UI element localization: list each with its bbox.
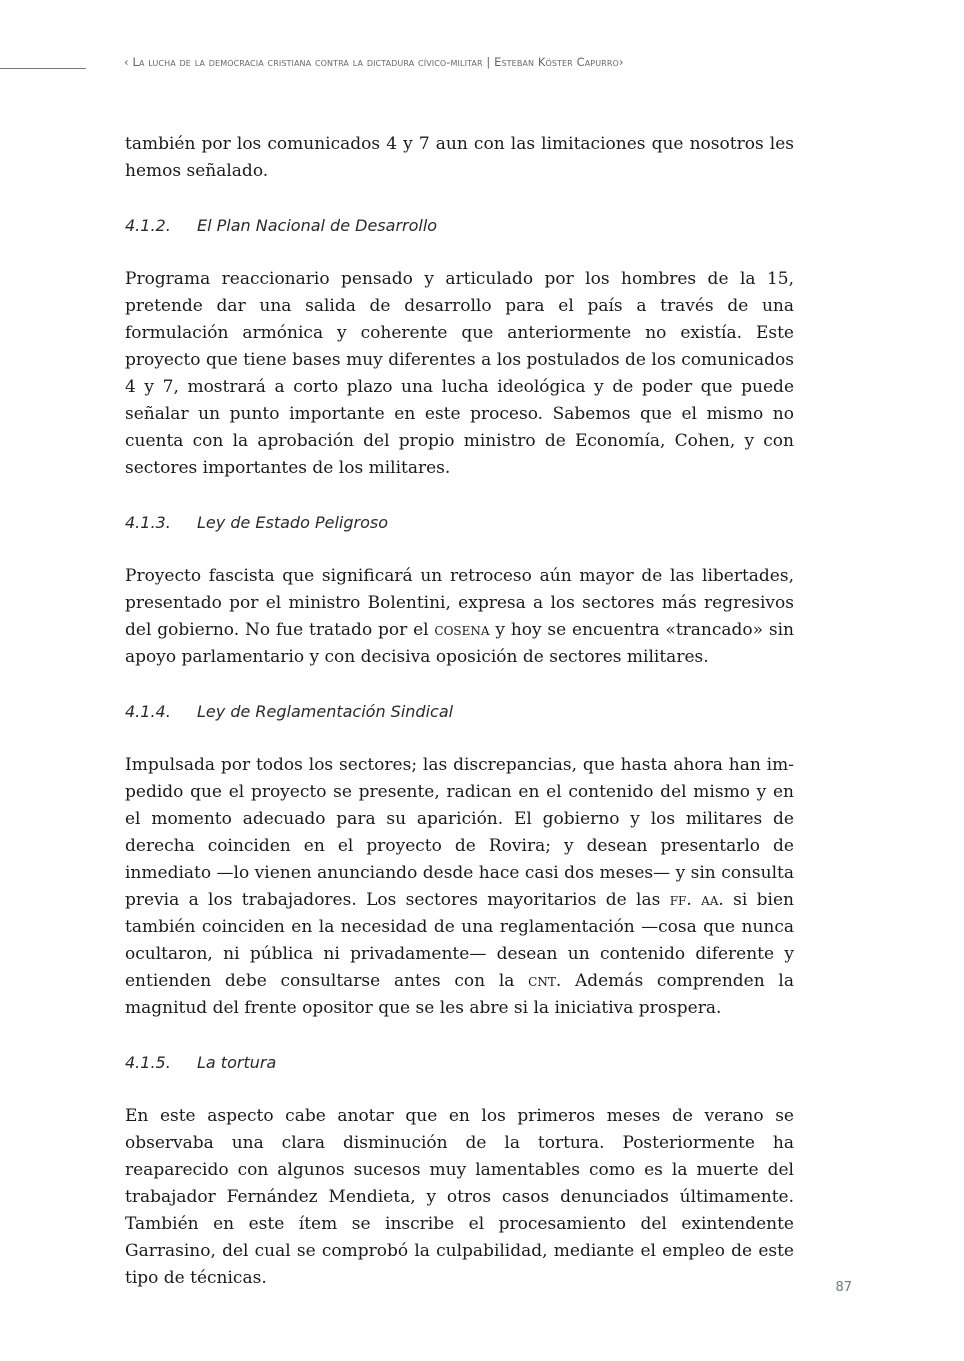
acronym-ffaa: ff. aa. — [669, 890, 724, 910]
text-run: y hoy se encuentra «trancado» sin apoyo parlamentario y con decisiva oposición de sectores militares. — [125, 620, 794, 667]
section-title: Ley de Reglamentación Sindical — [197, 702, 454, 721]
section-number: 4.1.5. — [125, 1053, 171, 1072]
acronym-cosena: cosena — [434, 620, 490, 640]
text-run: si bien también coinciden en la necesidad de una reglamentación —cosa que nunca ocultaron, ni pública ni privadamente— desean un contenido diferente y entienden debe consultarse antes con la — [125, 890, 794, 991]
section-title: Ley de Estado Peligroso — [197, 513, 388, 532]
section-heading-sindical — [125, 698, 794, 725]
text-run: . Además comprenden la magnitud del frente opositor que se les abre si la iniciativa prospera. — [125, 971, 794, 1018]
paragraph-plan: Programa reaccionario pensado y articulado por los hombres de la 15, pretende dar una salida de desarrollo para el país a través de una formulación armónica y coherente que anteriormente no existía. Este proyecto que tiene bases muy diferentes a los postulados de los comunicados 4 y 7, mostrará a corto plazo una lucha ideológica y de poder que puede señalar un punto importante en este proceso. Sabemos que el mismo no cuenta con la aprobación del propio ministro de Economía, Cohen, y con sectores importantes de los militares. — [125, 269, 794, 478]
section-title: La tortura — [197, 1053, 277, 1072]
section-title: El Plan Nacional de Desarrollo — [197, 216, 438, 235]
page-body — [125, 131, 794, 1292]
section-heading-estado — [125, 509, 794, 536]
acronym-cnt: cnt — [528, 971, 556, 991]
text-run: Proyecto fascista que significará un retroceso aún mayor de las libertades, presentado por el ministro Bolentini, expresa a los sectores más regresivos del gobierno. No fue tratado por el — [125, 566, 794, 640]
running-header — [124, 55, 804, 69]
section-number: 4.1.3. — [125, 513, 171, 532]
page-number: 87 — [835, 1280, 852, 1295]
section-number: 4.1.4. — [125, 702, 171, 721]
header-rule — [0, 68, 86, 69]
header-author: Esteban Köster Capurro — [494, 55, 619, 69]
header-close-bracket: › — [618, 55, 624, 69]
section-number: 4.1.2. — [125, 216, 171, 235]
section-heading-tortura — [125, 1049, 794, 1076]
paragraph-intro: también por los comunicados 4 y 7 aun con las limitaciones que nosotros les hemos señalado. — [125, 134, 794, 181]
paragraph-estado — [125, 563, 794, 671]
header-open-bracket: ‹ — [124, 55, 133, 69]
section-heading-plan — [125, 212, 794, 239]
header-book-title: La lucha de la democracia cristiana contra la dictadura cívico-militar — [132, 55, 483, 69]
paragraph-tortura: En este aspecto cabe anotar que en los primeros meses de verano se observaba una clara disminución de la tortura. Posteriormente ha reaparecido con algunos sucesos muy lamentables como es la muerte del trabajador Fernández Mendieta, y otros casos denunciados últimamente. También en este ítem se inscribe el procesamiento del exintendente Garrasino, del cual se comprobó la culpabilidad, mediante el empleo de este tipo de técnicas. — [125, 1106, 794, 1288]
paragraph-sindical — [125, 752, 794, 1022]
text-run: Impulsada por todos los sectores; las discrepancias, que hasta ahora han impedido que el proyecto se presente, radican en el contenido del mismo y en el momento adecuado para su aparición. El gobierno y los militares de derecha coinciden en el proyecto de Rovira; y desean presentarlo de inmediato —lo vienen anunciando desde hace casi dos meses— y sin consulta previa a los trabajadores. Los sectores mayoritarios de las — [125, 755, 794, 910]
header-separator: | — [482, 55, 495, 69]
